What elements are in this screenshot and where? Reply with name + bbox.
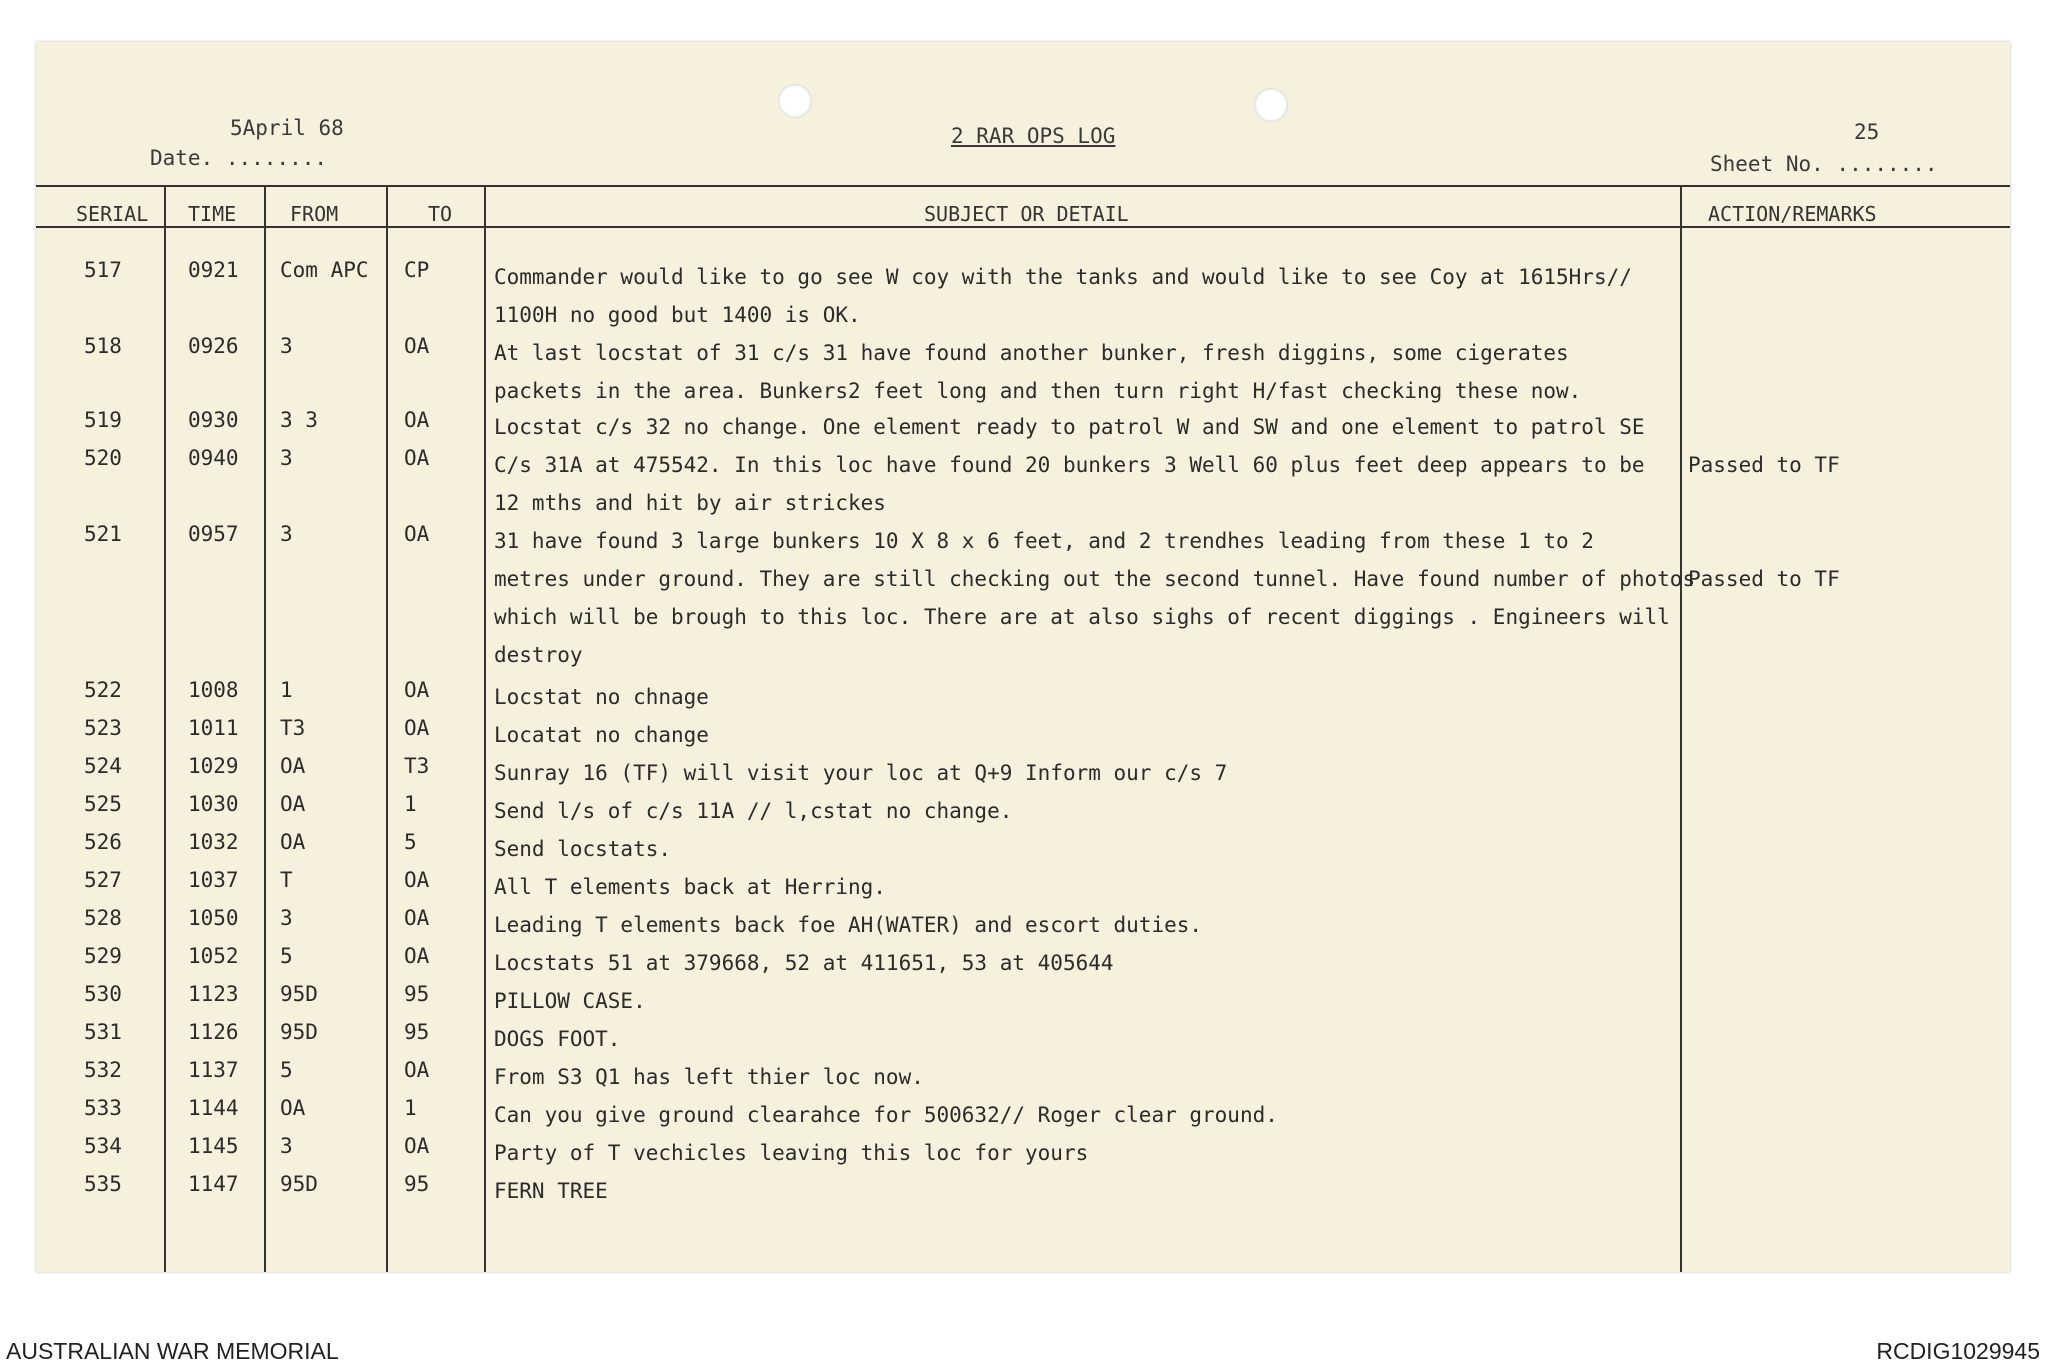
row-to: OA (404, 716, 430, 740)
row-time: 1032 (188, 830, 239, 854)
row-action: Passed to TF (1688, 567, 1840, 591)
footer-institution: AUSTRALIAN WAR MEMORIAL (6, 1338, 339, 1364)
row-detail: Locstat c/s 32 no change. One element ready to patrol W and SW and one element to patrol SE (494, 415, 1645, 439)
row-time: 1123 (188, 982, 239, 1006)
row-detail: Send l/s of c/s 11A // l,cstat no change. (494, 799, 1013, 823)
date-value: 5April 68 (230, 116, 344, 140)
row-to: OA (404, 868, 430, 892)
row-serial: 521 (84, 522, 122, 546)
row-to: OA (404, 944, 430, 968)
row-serial: 530 (84, 982, 122, 1006)
row-to: 95 (404, 1020, 430, 1044)
row-from: 95D (280, 982, 318, 1006)
punch-hole-right (1254, 88, 1288, 122)
row-to: 1 (404, 1096, 417, 1120)
column-divider (484, 187, 486, 1272)
sheet-label: Sheet No. ........ (1710, 152, 1938, 176)
row-to: T3 (404, 754, 430, 778)
row-detail: From S3 Q1 has left thier loc now. (494, 1065, 924, 1089)
row-serial: 527 (84, 868, 122, 892)
row-to: 95 (404, 1172, 430, 1196)
row-to: OA (404, 408, 430, 432)
row-to: 1 (404, 792, 417, 816)
row-detail: Sunray 16 (TF) will visit your loc at Q+9 Inform our c/s 7 (494, 761, 1228, 785)
date-label: Date. ........ (150, 146, 328, 170)
row-serial: 526 (84, 830, 122, 854)
row-from: 5 (280, 1058, 293, 1082)
row-detail: Locstat no chnage (494, 685, 709, 709)
row-time: 0940 (188, 446, 239, 470)
row-time: 0930 (188, 408, 239, 432)
row-detail: DOGS FOOT. (494, 1027, 621, 1051)
row-time: 1037 (188, 868, 239, 892)
row-detail: PILLOW CASE. (494, 989, 646, 1013)
row-serial: 532 (84, 1058, 122, 1082)
column-header-action: ACTION/REMARKS (1708, 202, 1877, 226)
row-time: 1126 (188, 1020, 239, 1044)
row-time: 1050 (188, 906, 239, 930)
row-to: OA (404, 334, 430, 358)
row-from: OA (280, 1096, 306, 1120)
row-time: 0921 (188, 258, 239, 282)
row-serial: 535 (84, 1172, 122, 1196)
row-from: 1 (280, 678, 293, 702)
row-from: OA (280, 754, 306, 778)
row-from: 3 (280, 522, 293, 546)
row-serial: 519 (84, 408, 122, 432)
sheet-number: 25 (1854, 120, 1880, 144)
row-time: 1029 (188, 754, 239, 778)
row-from: 5 (280, 944, 293, 968)
row-time: 1030 (188, 792, 239, 816)
row-serial: 528 (84, 906, 122, 930)
row-from: 3 (280, 446, 293, 470)
header-top-rule (36, 185, 2010, 187)
column-divider (386, 187, 388, 1272)
row-serial: 529 (84, 944, 122, 968)
row-detail: FERN TREE (494, 1179, 608, 1203)
log-sheet (36, 42, 2010, 1272)
row-time: 1145 (188, 1134, 239, 1158)
column-header-to: TO (428, 202, 453, 226)
row-serial: 518 (84, 334, 122, 358)
column-divider (264, 187, 266, 1272)
row-from: 3 (280, 1134, 293, 1158)
row-serial: 523 (84, 716, 122, 740)
row-serial: 533 (84, 1096, 122, 1120)
row-time: 1011 (188, 716, 239, 740)
row-detail: At last locstat of 31 c/s 31 have found another bunker, fresh diggins, some cigerates packets in the area. Bunkers2 feet long and then turn right H/fast checking these now. (494, 341, 1582, 403)
row-to: CP (404, 258, 430, 282)
row-time: 1147 (188, 1172, 239, 1196)
row-time: 1052 (188, 944, 239, 968)
row-from: OA (280, 830, 306, 854)
row-from: 3 (280, 334, 293, 358)
row-serial: 517 (84, 258, 122, 282)
row-from: T (280, 868, 293, 892)
column-divider (164, 187, 166, 1272)
row-serial: 531 (84, 1020, 122, 1044)
footer-record-id: RCDIG1029945 (1876, 1338, 2040, 1364)
row-from: T3 (280, 716, 306, 740)
row-to: OA (404, 906, 430, 930)
row-from: 3 3 (280, 408, 318, 432)
row-action: Passed to TF (1688, 453, 1840, 477)
row-time: 0926 (188, 334, 239, 358)
column-header-time: TIME (188, 202, 237, 226)
punch-hole-left (778, 84, 812, 118)
row-detail: Party of T vechicles leaving this loc for yours (494, 1141, 1089, 1165)
row-to: OA (404, 1058, 430, 1082)
row-time: 1137 (188, 1058, 239, 1082)
row-detail: Send locstats. (494, 837, 672, 861)
row-time: 1008 (188, 678, 239, 702)
row-to: OA (404, 446, 430, 470)
row-time: 0957 (188, 522, 239, 546)
row-to: OA (404, 1134, 430, 1158)
column-header-from: FROM (290, 202, 339, 226)
row-serial: 525 (84, 792, 122, 816)
row-detail: Commander would like to go see W coy with the tanks and would like to see Coy at 1615Hrs// 1100H no good but 1400 is OK. (494, 265, 1632, 327)
row-detail: Can you give ground clearahce for 500632// Roger clear ground. (494, 1103, 1278, 1127)
row-detail: Locatat no change (494, 723, 709, 747)
row-to: 95 (404, 982, 430, 1006)
row-detail: C/s 31A at 475542. In this loc have found 20 bunkers 3 Well 60 plus feet deep appears to be 12 mths and hit by air strickes (494, 453, 1645, 515)
row-to: 5 (404, 830, 417, 854)
row-from: Com APC (280, 258, 369, 282)
row-from: 95D (280, 1172, 318, 1196)
header-bottom-rule (36, 226, 2010, 228)
row-to: OA (404, 678, 430, 702)
row-serial: 524 (84, 754, 122, 778)
row-detail: Leading T elements back foe AH(WATER) and escort duties. (494, 913, 1203, 937)
row-detail: 31 have found 3 large bunkers 10 X 8 x 6 feet, and 2 trendhes leading from these 1 to 2 metres under ground. They are still checking out the second tunnel. Have found number of photos which will be brough to this loc. There are at also sighs of recent diggings . Engineers will destroy (494, 529, 1696, 667)
row-time: 1144 (188, 1096, 239, 1120)
row-from: OA (280, 792, 306, 816)
row-from: 3 (280, 906, 293, 930)
row-serial: 522 (84, 678, 122, 702)
page-title: 2 RAR OPS LOG (951, 124, 1116, 148)
row-detail: All T elements back at Herring. (494, 875, 886, 899)
column-header-serial: SERIAL (76, 202, 149, 226)
column-header-subject: SUBJECT OR DETAIL (924, 202, 1129, 226)
row-serial: 520 (84, 446, 122, 470)
row-serial: 534 (84, 1134, 122, 1158)
row-from: 95D (280, 1020, 318, 1044)
row-to: OA (404, 522, 430, 546)
row-detail: Locstats 51 at 379668, 52 at 411651, 53 at 405644 (494, 951, 1114, 975)
